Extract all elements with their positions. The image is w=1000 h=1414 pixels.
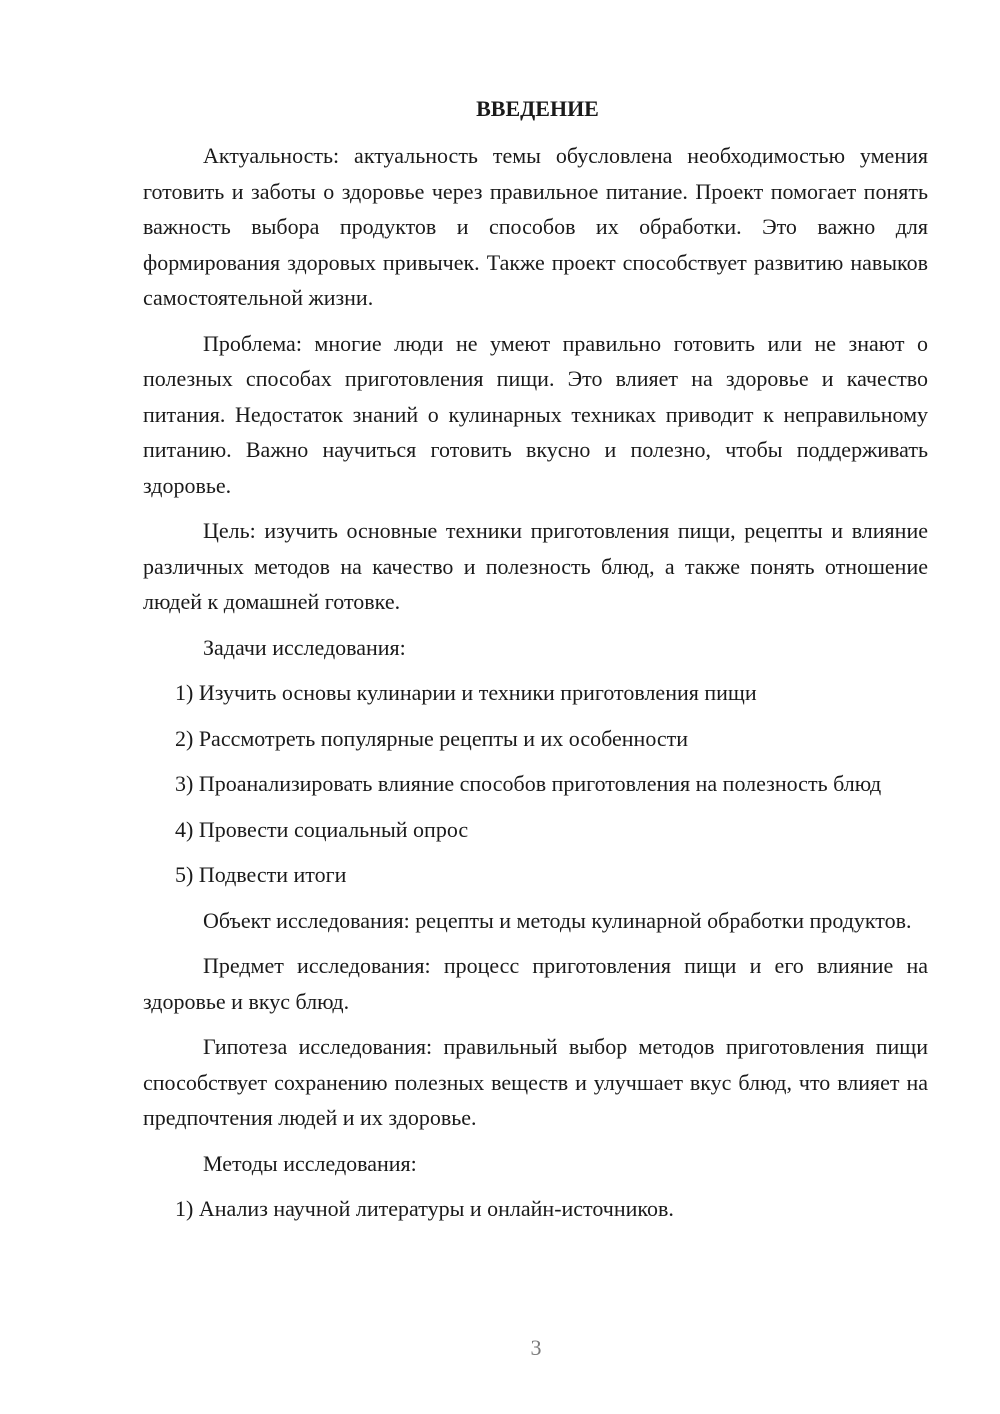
page-content	[143, 94, 928, 1237]
task-item: 2) Рассмотреть популярные рецепты и их особенности	[175, 725, 689, 751]
page-number: 3	[530, 1335, 542, 1360]
relevance-paragraph: Актуальность: актуальность темы обусловлена необходимостью умения готовить и заботы о здоровье через правильное питание. Проект помогает понять важность выбора продуктов и способов их обработки. Это важно для формирования здоровых привычек. Также проект способствует развитию навыков самостоятельной жизни.	[143, 143, 928, 310]
task-item: 4) Провести социальный опрос	[175, 816, 469, 842]
task-item: 5) Подвести итоги	[175, 862, 347, 887]
method-item: 1) Анализ научной литературы и онлайн-источников.	[175, 1196, 674, 1221]
methods-title: Методы исследования:	[203, 1150, 417, 1176]
hypothesis-paragraph: Гипотеза исследования: правильный выбор методов приготовления пищи способствует сохранению полезных веществ и улучшает вкус блюд, что влияет на предпочтения людей и их здоровье.	[143, 1034, 928, 1130]
problem-paragraph: Проблема: многие люди не умеют правильно готовить или не знают о полезных способах приготовления пищи. Это влияет на здоровье и качество питания. Недостаток знаний о кулинарных техниках приводит к неправильному питанию. Важно научиться готовить вкусно и полезно, чтобы поддерживать здоровье.	[143, 330, 928, 498]
task-item: 3) Проанализировать влияние способов приготовления на полезность блюд	[175, 771, 882, 796]
task-item: 1) Изучить основы кулинарии и техники приготовления пищи	[175, 680, 757, 705]
section-heading: ВВЕДЕНИЕ	[476, 96, 599, 121]
goal-paragraph: Цель: изучить основные техники приготовления пищи, рецепты и влияние различных методов на качество и полезность блюд, а также понять отношение людей к домашней готовке.	[143, 518, 928, 614]
subject-paragraph: Предмет исследования: процесс приготовления пищи и его влияние на здоровье и вкус блюд.	[143, 953, 928, 1014]
object-paragraph: Объект исследования: рецепты и методы кулинарной обработки продуктов.	[203, 907, 912, 933]
tasks-title: Задачи исследования:	[203, 634, 406, 660]
